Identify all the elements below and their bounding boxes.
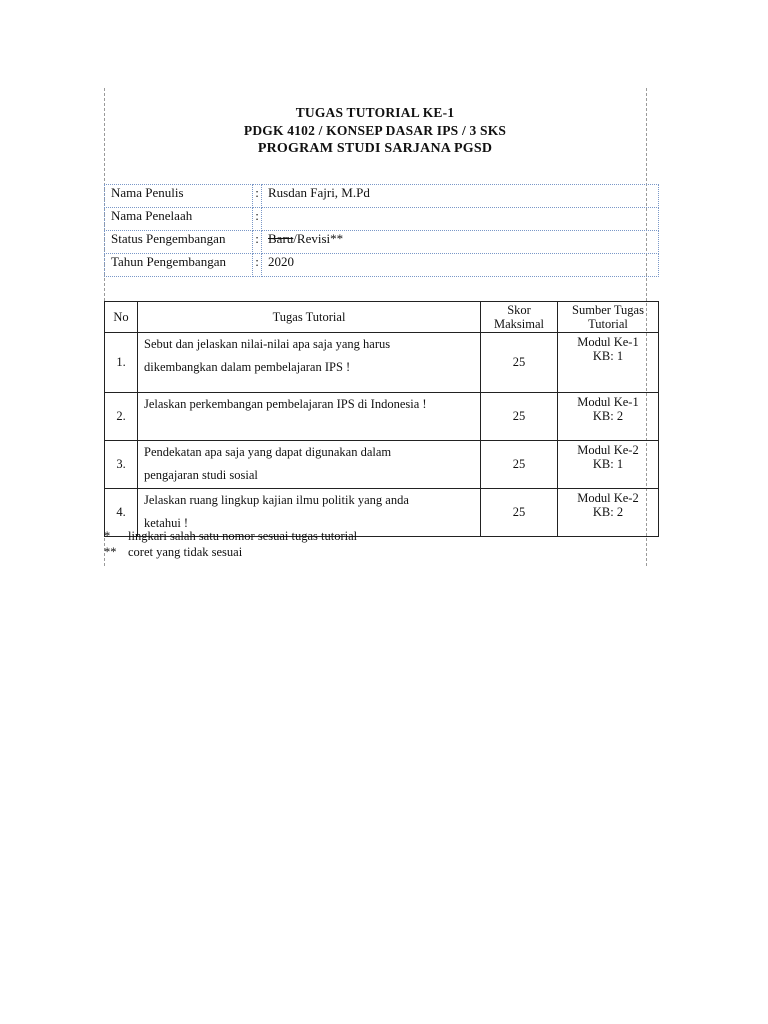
identity-row bbox=[105, 208, 659, 231]
footnote-text: coret yang tidak sesuai bbox=[128, 545, 243, 559]
status-value: /Revisi** bbox=[293, 231, 344, 246]
struck-status: Baru bbox=[268, 231, 294, 246]
header-course: PDGK 4102 / KONSEP DASAR IPS / 3 SKS bbox=[243, 123, 507, 138]
task-source bbox=[558, 333, 659, 393]
task-text-line1: Pendekatan apa saja yang dapat digunakan dalam bbox=[144, 445, 392, 459]
task-source-kb: KB: 1 bbox=[592, 457, 624, 471]
task-source bbox=[558, 489, 659, 537]
task-source-kb: KB: 1 bbox=[592, 349, 624, 363]
task-text-line1: Sebut dan jelaskan nilai-nilai apa saja yang harus bbox=[144, 337, 391, 351]
identity-value: Rusdan Fajri, M.Pd bbox=[262, 185, 659, 208]
task-text-line1: Jelaskan ruang lingkup kajian ilmu politik yang anda bbox=[144, 493, 409, 507]
task-text bbox=[138, 333, 481, 393]
header-score-line2: Maksimal bbox=[494, 317, 544, 331]
identity-value: 2020 bbox=[262, 254, 659, 277]
task-number: 3. bbox=[105, 441, 138, 489]
footnote-mark: ** bbox=[104, 545, 117, 559]
task-text-line2: ketahui ! bbox=[144, 516, 189, 530]
identity-separator: : bbox=[253, 208, 262, 231]
task-table bbox=[104, 301, 659, 537]
task-source-module: Modul Ke-1 bbox=[577, 335, 639, 349]
task-score: 25 bbox=[481, 441, 558, 489]
footnotes bbox=[104, 528, 357, 560]
identity-row bbox=[105, 185, 659, 208]
task-number: 2. bbox=[105, 393, 138, 441]
footnote bbox=[104, 544, 357, 560]
identity-label: Nama Penulis bbox=[105, 185, 253, 208]
header-task: Tugas Tutorial bbox=[138, 302, 481, 333]
task-text bbox=[138, 441, 481, 489]
task-source bbox=[558, 393, 659, 441]
task-number: 1. bbox=[105, 333, 138, 393]
header-title: TUGAS TUTORIAL KE-1 bbox=[295, 105, 455, 120]
task-row bbox=[105, 333, 659, 393]
header-no: No bbox=[105, 302, 138, 333]
document-header bbox=[104, 104, 646, 158]
task-text-line2: dikembangkan dalam pembelajaran IPS ! bbox=[144, 360, 351, 374]
task-score: 25 bbox=[481, 393, 558, 441]
task-number: 4. bbox=[105, 489, 138, 537]
identity-label: Status Pengembangan bbox=[105, 231, 253, 254]
task-source-module: Modul Ke-2 bbox=[577, 443, 639, 457]
task-source bbox=[558, 441, 659, 489]
identity-row bbox=[105, 254, 659, 277]
task-score: 25 bbox=[481, 489, 558, 537]
task-row bbox=[105, 441, 659, 489]
identity-separator: : bbox=[253, 231, 262, 254]
footnote-mark: * bbox=[104, 529, 111, 543]
identity-value bbox=[262, 208, 659, 231]
header-source-line1: Sumber Tugas bbox=[572, 303, 644, 317]
task-score: 25 bbox=[481, 333, 558, 393]
identity-row bbox=[105, 231, 659, 254]
identity-separator: : bbox=[253, 254, 262, 277]
task-text bbox=[138, 393, 481, 441]
task-row bbox=[105, 393, 659, 441]
header-program: PROGRAM STUDI SARJANA PGSD bbox=[257, 141, 493, 156]
task-table-header bbox=[105, 302, 659, 333]
task-source-module: Modul Ke-2 bbox=[577, 491, 639, 505]
identity-label: Tahun Pengembangan bbox=[105, 254, 253, 277]
task-text-line2: pengajaran studi sosial bbox=[144, 468, 258, 482]
task-text-line1: Jelaskan perkembangan pembelajaran IPS di Indonesia ! bbox=[144, 397, 427, 411]
header-source bbox=[558, 302, 659, 333]
identity-separator: : bbox=[253, 185, 262, 208]
footnote-text: lingkari salah satu nomor sesuai tugas tutorial bbox=[128, 529, 358, 543]
identity-label: Nama Penelaah bbox=[105, 208, 253, 231]
identity-table bbox=[104, 184, 659, 277]
task-source-kb: KB: 2 bbox=[592, 409, 624, 423]
header-source-line2: Tutorial bbox=[588, 317, 628, 331]
header-score bbox=[481, 302, 558, 333]
header-score-line1: Skor bbox=[507, 303, 531, 317]
footnote bbox=[104, 528, 357, 544]
identity-value bbox=[262, 231, 659, 254]
task-source-module: Modul Ke-1 bbox=[577, 395, 639, 409]
task-source-kb: KB: 2 bbox=[592, 505, 624, 519]
